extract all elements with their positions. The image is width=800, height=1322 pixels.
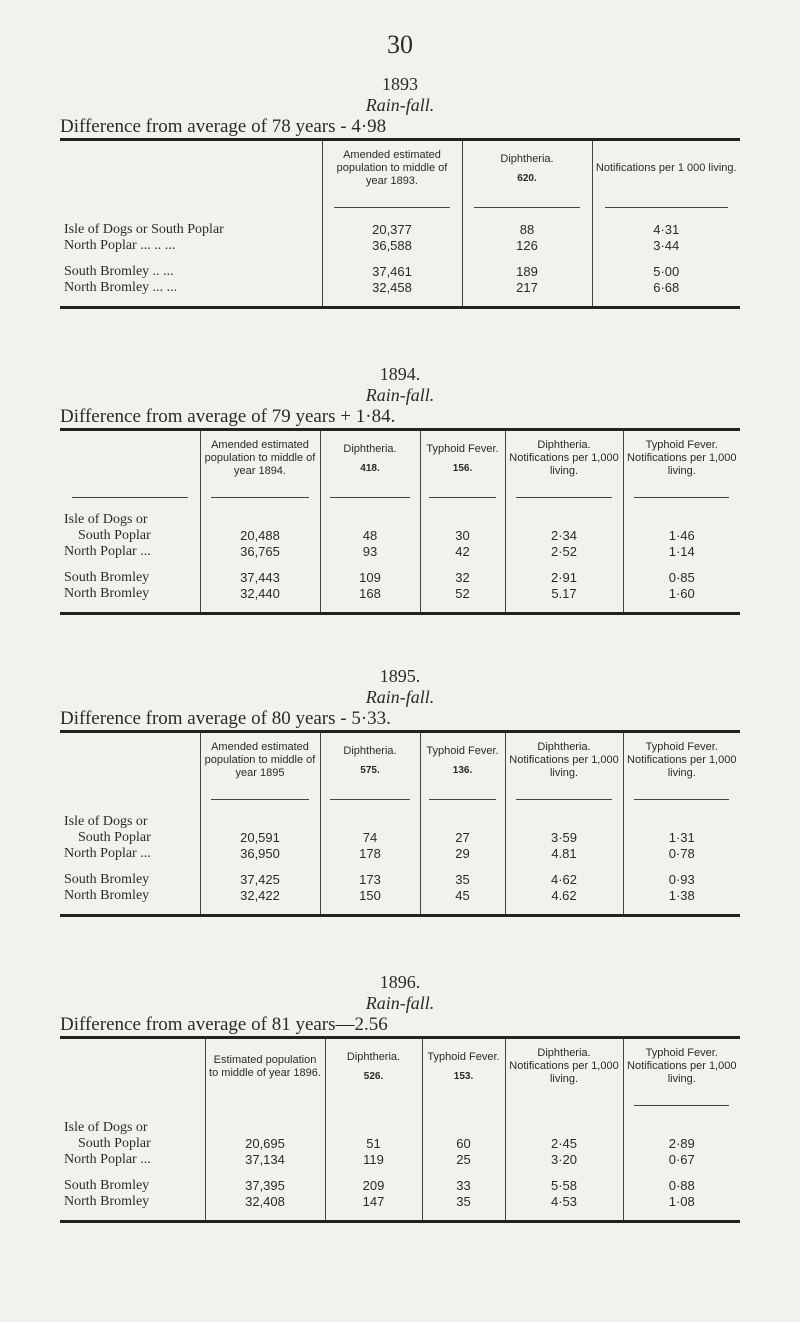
- typhoid-cell: 42: [420, 544, 505, 560]
- typhoid-rate-cell: 0·88: [623, 1178, 740, 1194]
- typhoid-cell: 25: [422, 1152, 505, 1168]
- table-row: [60, 280, 740, 296]
- diphtheria-cell: 119: [325, 1152, 422, 1168]
- diphtheria-rate-cell: 3·44: [592, 238, 740, 254]
- diphtheria-rate-cell: 6·68: [592, 280, 740, 296]
- typhoid-rate-cell: 1·08: [623, 1194, 740, 1210]
- header-typhoid-rate: Typhoid Fever. Notifications per 1,000 living.: [623, 732, 740, 789]
- diphtheria-cell: 168: [320, 586, 420, 602]
- header-rule: [634, 1105, 729, 1106]
- district-name: Isle of Dogs or: [64, 1120, 148, 1135]
- section-1893: [60, 74, 740, 309]
- table-row: [60, 1194, 740, 1210]
- table-row: [60, 1178, 740, 1194]
- table-row: [60, 222, 740, 238]
- header-rule: [516, 799, 612, 800]
- header-diphtheria: Diphtheria. 526.: [325, 1038, 422, 1095]
- population-cell: 37,443: [200, 570, 320, 586]
- rainfall-difference: Difference from average of 80 years - 5·33.: [60, 708, 391, 729]
- diphtheria-cell: 88: [462, 222, 592, 238]
- header-district: [60, 430, 200, 487]
- header-population: Amended estimated population to middle of year 1893.: [322, 140, 462, 197]
- district-name: South Bromley: [64, 1178, 150, 1193]
- statistics-table: [60, 730, 740, 917]
- diphtheria-rate-cell: 4·62: [505, 872, 623, 888]
- population-cell: 32,422: [200, 888, 320, 904]
- table-row: [60, 1136, 740, 1152]
- district-name: South Bromley: [64, 570, 150, 585]
- district-name: North Poplar ...: [64, 544, 151, 559]
- typhoid-cell: 52: [420, 586, 505, 602]
- district-name: North Bromley: [64, 586, 150, 601]
- typhoid-cell: 35: [420, 872, 505, 888]
- table-row: [60, 872, 740, 888]
- header-diphtheria: Diphtheria. 418.: [320, 430, 420, 487]
- header-diphtheria-rate: Notifications per 1 000 living.: [592, 140, 740, 197]
- header-district: [60, 140, 322, 197]
- district-name: South Bromley: [64, 872, 150, 887]
- table-row: [60, 512, 740, 528]
- header-total: 136.: [452, 764, 473, 776]
- diphtheria-cell: 217: [462, 280, 592, 296]
- diphtheria-rate-cell: 3·59: [505, 830, 623, 846]
- table-row: [60, 264, 740, 280]
- header-typhoid: Typhoid Fever. 153.: [422, 1038, 505, 1095]
- table-row: [60, 528, 740, 544]
- header-district: [60, 1038, 205, 1095]
- diphtheria-rate-cell: 4.81: [505, 846, 623, 862]
- header-total: 526.: [363, 1070, 384, 1082]
- population-cell: 36,950: [200, 846, 320, 862]
- diphtheria-cell: 109: [320, 570, 420, 586]
- header-diphtheria: Diphtheria. 620.: [462, 140, 592, 197]
- section-year: 1895.: [379, 666, 421, 686]
- district-name: North Poplar ...: [64, 846, 151, 861]
- table-row: [60, 814, 740, 830]
- diphtheria-cell: 126: [462, 238, 592, 254]
- table-row: [60, 1120, 740, 1136]
- section-1896: [60, 972, 740, 1223]
- diphtheria-rate-cell: 4·31: [592, 222, 740, 238]
- typhoid-cell: 35: [422, 1194, 505, 1210]
- header-total: 620.: [517, 172, 537, 184]
- header-diphtheria-rate: Diphtheria. Notifications per 1,000 living.: [505, 732, 623, 789]
- population-cell: 37,395: [205, 1178, 325, 1194]
- header-district: [60, 732, 200, 789]
- diphtheria-rate-cell: 2·34: [505, 528, 623, 544]
- rainfall-title: Rain-fall.: [365, 95, 435, 115]
- population-cell: 20,488: [200, 528, 320, 544]
- table-row: [60, 238, 740, 254]
- diphtheria-cell: 51: [325, 1136, 422, 1152]
- table-row: [60, 830, 740, 846]
- table-row: [60, 570, 740, 586]
- typhoid-rate-cell: 1·38: [623, 888, 740, 904]
- rainfall-title: Rain-fall.: [365, 993, 435, 1013]
- rainfall-difference: Difference from average of 81 years—2.56: [60, 1014, 388, 1035]
- typhoid-cell: 29: [420, 846, 505, 862]
- diphtheria-cell: 147: [325, 1194, 422, 1210]
- header-diphtheria: Diphtheria. 575.: [320, 732, 420, 789]
- header-rule: [634, 799, 729, 800]
- diphtheria-rate-cell: 4.62: [505, 888, 623, 904]
- header-rule: [429, 799, 496, 800]
- table-row: [60, 544, 740, 560]
- rainfall-title: Rain-fall.: [365, 687, 435, 707]
- diphtheria-rate-cell: 2·45: [505, 1136, 623, 1152]
- header-diphtheria-rate: Diphtheria. Notifications per 1,000 living.: [505, 1038, 623, 1095]
- population-cell: 20,377: [322, 222, 462, 238]
- typhoid-rate-cell: 1·31: [623, 830, 740, 846]
- district-name: South Bromley .. ...: [64, 264, 174, 279]
- rainfall-difference: Difference from average of 78 years - 4·98: [60, 116, 387, 137]
- header-total: 153.: [453, 1070, 474, 1082]
- section-year: 1893: [382, 74, 418, 94]
- typhoid-cell: 33: [422, 1178, 505, 1194]
- header-population: Amended estimated population to middle of year 1894.: [200, 430, 320, 487]
- typhoid-cell: 30: [420, 528, 505, 544]
- typhoid-rate-cell: 0·78: [623, 846, 740, 862]
- diphtheria-rate-cell: 2·91: [505, 570, 623, 586]
- typhoid-cell: 32: [420, 570, 505, 586]
- table-row: [60, 846, 740, 862]
- statistics-table: [60, 428, 740, 615]
- header-rule: [211, 497, 309, 498]
- statistics-table: [60, 138, 740, 309]
- district-name: North Bromley ... ...: [64, 280, 178, 295]
- header-typhoid-rate: Typhoid Fever. Notifications per 1,000 living.: [623, 1038, 740, 1095]
- typhoid-rate-cell: 2·89: [623, 1136, 740, 1152]
- header-rule: [330, 497, 410, 498]
- table-row: [60, 1152, 740, 1168]
- typhoid-rate-cell: 0·85: [623, 570, 740, 586]
- diphtheria-cell: 48: [320, 528, 420, 544]
- population-cell: 32,440: [200, 586, 320, 602]
- population-cell: 37,461: [322, 264, 462, 280]
- population-cell: 37,425: [200, 872, 320, 888]
- district-name: North Bromley: [64, 1194, 150, 1209]
- section-year: 1896.: [379, 972, 421, 992]
- section-1894: [60, 364, 740, 615]
- statistics-table: [60, 1036, 740, 1223]
- table-row: [60, 888, 740, 904]
- section-year: 1894.: [379, 364, 421, 384]
- diphtheria-cell: 209: [325, 1178, 422, 1194]
- diphtheria-cell: 150: [320, 888, 420, 904]
- population-cell: 36,765: [200, 544, 320, 560]
- page-number: 30: [387, 30, 413, 59]
- district-name: South Poplar: [78, 528, 151, 543]
- district-name: Isle of Dogs or: [64, 814, 148, 829]
- district-name: North Poplar ... .. ...: [64, 238, 176, 253]
- population-cell: 32,408: [205, 1194, 325, 1210]
- diphtheria-cell: 173: [320, 872, 420, 888]
- section-1895: [60, 666, 740, 917]
- district-name: North Poplar ...: [64, 1152, 151, 1167]
- header-population: Amended estimated population to middle of year 1895: [200, 732, 320, 789]
- header-rule: [605, 207, 728, 208]
- header-total: 575.: [360, 764, 380, 776]
- header-rule: [330, 799, 410, 800]
- district-name: South Poplar: [78, 1136, 151, 1151]
- typhoid-cell: 45: [420, 888, 505, 904]
- header-rule: [429, 497, 496, 498]
- header-population: Estimated population to middle of year 1896.: [205, 1038, 325, 1095]
- table-row: [60, 586, 740, 602]
- header-rule: [516, 497, 612, 498]
- rainfall-title: Rain-fall.: [365, 385, 435, 405]
- diphtheria-cell: 189: [462, 264, 592, 280]
- header-total: 418.: [360, 462, 380, 474]
- header-rule: [634, 497, 729, 498]
- population-cell: 37,134: [205, 1152, 325, 1168]
- typhoid-rate-cell: 1·60: [623, 586, 740, 602]
- typhoid-cell: 60: [422, 1136, 505, 1152]
- district-name: Isle of Dogs or: [64, 512, 148, 527]
- diphtheria-cell: 178: [320, 846, 420, 862]
- district-name: North Bromley: [64, 888, 150, 903]
- diphtheria-rate-cell: 4·53: [505, 1194, 623, 1210]
- diphtheria-rate-cell: 5·00: [592, 264, 740, 280]
- header-total: 156.: [452, 462, 473, 474]
- diphtheria-rate-cell: 3·20: [505, 1152, 623, 1168]
- diphtheria-rate-cell: 5.17: [505, 586, 623, 602]
- header-diphtheria-rate: Diphtheria. Notifications per 1,000 living.: [505, 430, 623, 487]
- diphtheria-cell: 93: [320, 544, 420, 560]
- typhoid-rate-cell: 1·14: [623, 544, 740, 560]
- district-name: South Poplar: [78, 830, 151, 845]
- population-cell: 20,591: [200, 830, 320, 846]
- typhoid-rate-cell: 0·93: [623, 872, 740, 888]
- typhoid-cell: 27: [420, 830, 505, 846]
- rainfall-difference: Difference from average of 79 years + 1·84.: [60, 406, 396, 427]
- header-typhoid: Typhoid Fever. 136.: [420, 732, 505, 789]
- typhoid-rate-cell: 0·67: [623, 1152, 740, 1168]
- typhoid-rate-cell: 1·46: [623, 528, 740, 544]
- header-rule: [211, 799, 309, 800]
- population-cell: 32,458: [322, 280, 462, 296]
- header-rule: [334, 207, 449, 208]
- district-name: Isle of Dogs or South Poplar: [64, 222, 224, 237]
- header-rule: [72, 497, 188, 498]
- diphtheria-rate-cell: 5·58: [505, 1178, 623, 1194]
- header-typhoid-rate: Typhoid Fever. Notifications per 1,000 living.: [623, 430, 740, 487]
- header-typhoid: Typhoid Fever. 156.: [420, 430, 505, 487]
- diphtheria-cell: 74: [320, 830, 420, 846]
- population-cell: 36,588: [322, 238, 462, 254]
- population-cell: 20,695: [205, 1136, 325, 1152]
- diphtheria-rate-cell: 2·52: [505, 544, 623, 560]
- header-rule: [474, 207, 580, 208]
